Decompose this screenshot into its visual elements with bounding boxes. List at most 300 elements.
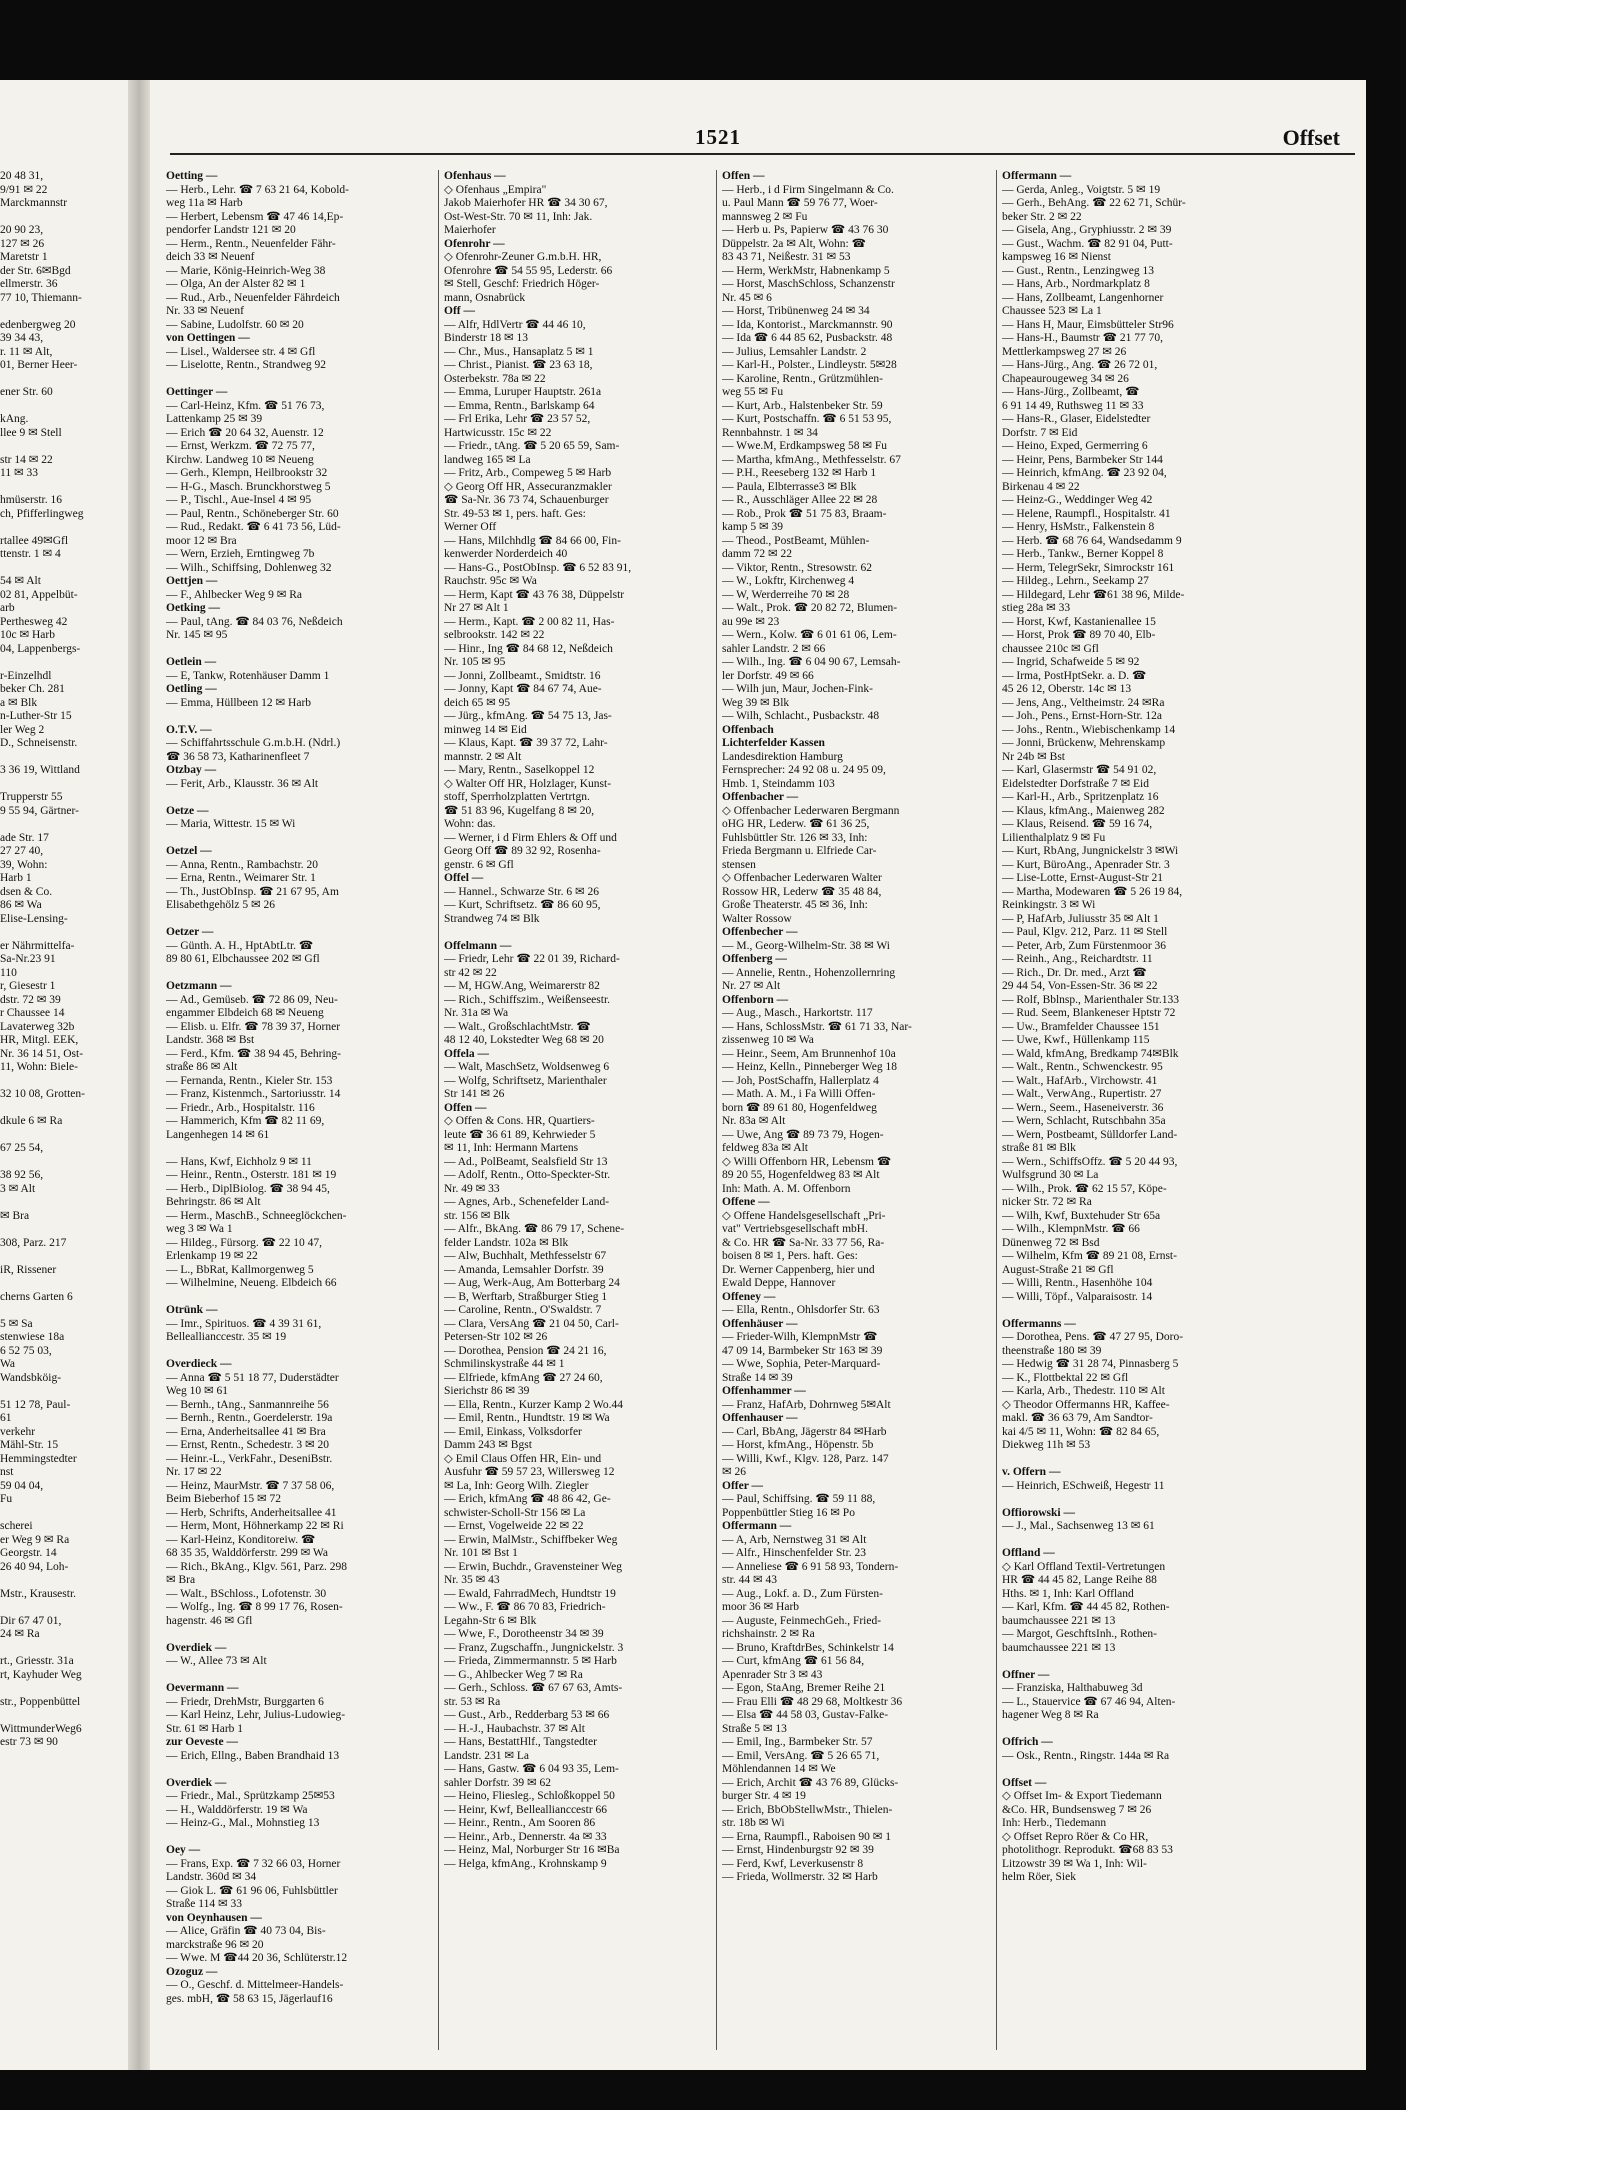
directory-line: — W., Allee 73 ✉ Alt bbox=[166, 1655, 267, 1667]
directory-line bbox=[166, 1669, 434, 1683]
directory-line: — Gust., Wachm. ☎ 82 91 04, Putt- bbox=[1002, 237, 1173, 250]
directory-line: ◇ Emil Claus Offen HR, Ein- und bbox=[444, 1452, 602, 1465]
directory-line: — Heinr.-L., VerkFahr., DeseniBstr. bbox=[166, 1452, 333, 1465]
directory-line: ◇ Ofenhaus „Empira" bbox=[444, 183, 547, 196]
directory-line: — Heino, Fliesleg., Schloßkoppel 50 bbox=[444, 1790, 615, 1802]
directory-line: — Walt., Prok. ☎ 20 82 72, Blumen- bbox=[722, 602, 898, 614]
directory-column-3 bbox=[722, 170, 992, 2060]
directory-line: ◇ Ofenrohr-Zeuner G.m.b.H. HR, bbox=[444, 251, 602, 263]
directory-line: — Frieda, Wollmerstr. 32 ✉ Harb bbox=[722, 1871, 878, 1883]
directory-line bbox=[0, 1075, 125, 1089]
directory-line: — Clara, VersAng ☎ 21 04 50, Carl- bbox=[444, 1317, 619, 1330]
directory-line: — Maria, Wittestr. 15 ✉ Wi bbox=[166, 818, 296, 830]
directory-line: 51 12 78, Paul- bbox=[0, 1398, 71, 1411]
directory-line: Offenberg — bbox=[722, 953, 787, 965]
directory-line: — Wilh, Schlacht., Pusbackstr. 48 bbox=[722, 710, 880, 722]
directory-line: — Schiffahrtsschule G.m.b.H. (Ndrl.) bbox=[166, 737, 341, 749]
directory-line: 11, Wohn: Biele- bbox=[0, 1061, 78, 1073]
directory-line: Str. 49-53 ✉ 1, pers. haft. Ges: bbox=[444, 507, 586, 520]
directory-line: — Heinr., Arb., Dennerstr. 4a ✉ 33 bbox=[444, 1830, 607, 1843]
directory-line bbox=[444, 926, 712, 940]
directory-line: — Wilhelmine, Neueng. Elbdeich 66 bbox=[166, 1277, 337, 1289]
directory-line: — Elisb. u. Elfr. ☎ 78 39 37, Horner bbox=[166, 1020, 341, 1033]
directory-line: — Mary, Rentn., Saselkoppel 12 bbox=[444, 764, 595, 776]
directory-line: Sa-Nr.23 91 bbox=[0, 953, 56, 965]
directory-line: Lichterfelder Kassen bbox=[722, 737, 825, 749]
directory-line: — Frau Elli ☎ 48 29 68, Moltkestr 36 bbox=[722, 1695, 903, 1708]
directory-line: Weg 10 ✉ 61 bbox=[166, 1385, 229, 1397]
directory-line: — Klaus, Kapt. ☎ 39 37 72, Lahr- bbox=[444, 737, 608, 749]
directory-line: — Heinrich, kfmAng. ☎ 23 92 04, bbox=[1002, 467, 1167, 479]
directory-line: — Karoline, Rentn., Grützmühlen- bbox=[722, 372, 883, 385]
directory-line: Ozoguz — bbox=[166, 1965, 218, 1978]
directory-line: baumchaussee 221 ✉ 13 bbox=[1002, 1614, 1116, 1627]
directory-line: kampsweg 16 ✉ Nienst bbox=[1002, 251, 1111, 263]
directory-line: 48 12 40, Lokstedter Weg 68 ✉ 20 bbox=[444, 1034, 604, 1046]
directory-line: — Horst, Kwf, Kastanienallee 15 bbox=[1002, 615, 1156, 628]
directory-line: Offenbecher — bbox=[722, 926, 798, 938]
directory-line: Oetzer — bbox=[166, 926, 214, 938]
directory-line: — Klaus, Reisend. ☎ 59 16 74, bbox=[1002, 818, 1153, 830]
directory-line: moor 12 ✉ Bra bbox=[166, 534, 237, 547]
directory-line: verkehr bbox=[0, 1425, 36, 1438]
directory-line: ◇ Offene Handelsgesellschaft „Pri- bbox=[722, 1209, 886, 1222]
directory-line: — Jürg., kfmAng. ☎ 54 75 13, Jas- bbox=[444, 710, 612, 722]
directory-line: richshainstr. 2 ✉ Ra bbox=[722, 1628, 815, 1640]
directory-line: — Ernst, Werkzm. ☎ 72 75 77, bbox=[166, 440, 315, 452]
directory-line: — Anneliese ☎ 6 91 58 93, Tondern- bbox=[722, 1560, 899, 1573]
directory-line: — Jonni, Brückenw, Mehrenskamp bbox=[1002, 737, 1166, 749]
directory-line: 24 ✉ Ra bbox=[0, 1628, 40, 1640]
directory-line: stieg 28a ✉ 33 bbox=[1002, 602, 1071, 614]
directory-line: Mettlerkampsweg 27 ✉ 26 bbox=[1002, 345, 1127, 358]
directory-line: — Werner, i d Firm Ehlers & Off und bbox=[444, 831, 617, 844]
directory-line: ✉ 26 bbox=[722, 1466, 747, 1478]
directory-line: Lilienthalplatz 9 ✉ Fu bbox=[1002, 831, 1106, 844]
directory-line: Offeney — bbox=[722, 1290, 776, 1303]
directory-line: — Alfr., BkAng. ☎ 86 79 17, Schene- bbox=[444, 1223, 625, 1235]
directory-line: Behringstr. 86 ✉ Alt bbox=[166, 1196, 261, 1208]
directory-line: — Franziska, Halthabuweg 3d bbox=[1002, 1682, 1143, 1694]
directory-line: Offen — bbox=[444, 1101, 487, 1114]
directory-line: — Olga, An der Alster 82 ✉ 1 bbox=[166, 278, 306, 290]
directory-line: Oetling — bbox=[166, 683, 217, 695]
directory-line: feldweg 83a ✉ Alt bbox=[722, 1142, 808, 1154]
directory-line: — Heinr., Seem, Am Brunnenhof 10a bbox=[722, 1047, 896, 1060]
directory-line: er Weg 9 ✉ Ra bbox=[0, 1533, 70, 1546]
directory-line: Nr. 33 ✉ Neuenf bbox=[166, 305, 244, 317]
directory-line: — Ella, Rentn., Kurzer Kamp 2 Wo.44 bbox=[444, 1398, 623, 1411]
directory-line: 20 90 23, bbox=[0, 224, 44, 236]
directory-line: — Adolf, Rentn., Otto-Speckter-Str. bbox=[444, 1169, 611, 1181]
directory-column-4 bbox=[1002, 170, 1292, 2060]
directory-line: u. Paul Mann ☎ 59 76 77, Woer- bbox=[722, 197, 878, 209]
directory-line: Overdiek — bbox=[166, 1776, 227, 1789]
directory-line: — Joh, PostSchaffn, Hallerplatz 4 bbox=[722, 1074, 879, 1087]
directory-line: stensen bbox=[722, 858, 756, 871]
directory-line: llee 9 ✉ Stell bbox=[0, 426, 62, 439]
directory-line: Offene — bbox=[722, 1196, 770, 1208]
directory-line: str., Poppenbüttel bbox=[0, 1695, 81, 1708]
directory-line: — Gust., Rentn., Lenzingweg 13 bbox=[1002, 264, 1155, 277]
directory-line: — Emil, Ing., Barmbeker Str. 57 bbox=[722, 1736, 873, 1748]
page-number: 1521 bbox=[695, 125, 741, 149]
directory-line: — Auguste, FeinmechGeh., Fried- bbox=[722, 1614, 882, 1627]
directory-line: Marckmannstr bbox=[0, 197, 68, 209]
directory-line: — Elfriede, kfmAng ☎ 27 24 60, bbox=[444, 1371, 603, 1384]
directory-line: — Elsa ☎ 44 58 03, Gustav-Falke- bbox=[722, 1709, 889, 1721]
directory-line: — Gerh., Klempn, Heilbrookstr 32 bbox=[166, 467, 328, 479]
directory-line: — Karl, Glasermstr ☎ 54 91 02, bbox=[1002, 764, 1157, 776]
directory-line: — Rud., Redakt. ☎ 6 41 73 56, Lüd- bbox=[166, 521, 341, 533]
directory-line: — Gisela, Ang., Gryphiusstr. 2 ✉ 39 bbox=[1002, 224, 1172, 236]
directory-line: — Margot, GeschftsInh., Rothen- bbox=[1002, 1628, 1158, 1640]
directory-line: — Martha, Modewaren ☎ 5 26 19 84, bbox=[1002, 885, 1183, 898]
directory-line: — Herb., i d Firm Singelmann & Co. bbox=[722, 183, 894, 196]
directory-line: — Ernst, Rentn., Schedestr. 3 ✉ 20 bbox=[166, 1439, 329, 1451]
directory-line: landweg 165 ✉ La bbox=[444, 453, 531, 466]
directory-line: — Hans, Milchhdlg ☎ 84 66 00, Fin- bbox=[444, 534, 621, 547]
directory-line: — Gerh., Schloss. ☎ 67 67 63, Amts- bbox=[444, 1682, 623, 1694]
directory-line: kenwerder Norderdeich 40 bbox=[444, 548, 568, 560]
directory-line: — Helene, Raumpfl., Hospitalstr. 41 bbox=[1002, 507, 1171, 520]
directory-line: — Uw., Bramfelder Chaussee 151 bbox=[1002, 1020, 1160, 1033]
directory-line: Offiorowski — bbox=[1002, 1506, 1075, 1519]
directory-line: — Alice, Gräfin ☎ 40 73 04, Bis- bbox=[166, 1925, 326, 1937]
directory-line: Maierhofer bbox=[444, 224, 496, 236]
directory-line: 38 92 56, bbox=[0, 1169, 44, 1181]
directory-line: scherei bbox=[0, 1520, 33, 1532]
directory-line: weg 11a ✉ Harb bbox=[166, 197, 243, 209]
directory-line: — Wwe, F., Dorotheenstr 34 ✉ 39 bbox=[444, 1628, 604, 1640]
directory-line: Offenbacher — bbox=[722, 791, 799, 803]
directory-line: Oevermann — bbox=[166, 1682, 239, 1694]
directory-line: — Erich, BbObStellwMstr., Thielen- bbox=[722, 1803, 893, 1816]
directory-line: rt, Kayhuder Weg bbox=[0, 1668, 82, 1681]
directory-line: — Christ., Pianist. ☎ 23 63 18, bbox=[444, 359, 593, 371]
directory-line: — Franz, Zugschaffn., Jungnickelstr. 3 bbox=[444, 1641, 624, 1654]
directory-line: — Hildeg., Fürsorg. ☎ 22 10 47, bbox=[166, 1236, 322, 1249]
directory-line: Perthesweg 42 bbox=[0, 615, 68, 628]
directory-line: vat" Vertriebsgesellschaft mbH. bbox=[722, 1223, 868, 1235]
directory-line: Große Theaterstr. 45 ✉ 36, Inh: bbox=[722, 899, 868, 911]
directory-line: ☎ 51 83 96, Kugelfang 8 ✉ 20, bbox=[444, 804, 595, 817]
directory-line: — Wilh., Ing. ☎ 6 04 90 67, Lemsah- bbox=[722, 656, 901, 668]
directory-line: — Paul, Klgv. 212, Parz. 11 ✉ Stell bbox=[1002, 926, 1168, 938]
directory-line: n-Luther-Str 15 bbox=[0, 710, 72, 722]
directory-line: Landstr. 231 ✉ La bbox=[444, 1749, 530, 1762]
scan-border-right bbox=[1366, 0, 1406, 2070]
directory-line: baumchaussee 221 ✉ 13 bbox=[1002, 1641, 1116, 1654]
directory-line: stoff, Sperrholzplatten Vertrtgn. bbox=[444, 791, 590, 803]
directory-line: Dir 67 47 01, bbox=[0, 1614, 62, 1627]
directory-line: cherns Garten 6 bbox=[0, 1290, 73, 1303]
directory-line: — Wolfg, Schriftsetz, Marienthaler bbox=[444, 1074, 607, 1087]
directory-line: Ewald Deppe, Hannover bbox=[722, 1277, 836, 1289]
directory-line: — Dorothea, Pens. ☎ 47 27 95, Doro- bbox=[1002, 1331, 1184, 1343]
directory-line: — Osk., Rentn., Ringstr. 144a ✉ Ra bbox=[1002, 1749, 1170, 1762]
directory-line: — Herb., DiplBiolog. ☎ 38 94 45, bbox=[166, 1182, 330, 1195]
directory-line: — Hans-H., Baumstr ☎ 21 77 70, bbox=[1002, 332, 1163, 344]
directory-line: — Emil, Einkass, Volksdorfer bbox=[444, 1425, 582, 1438]
directory-line: Düppelstr. 2a ✉ Alt, Wohn: ☎ bbox=[722, 237, 866, 250]
directory-line: nst bbox=[0, 1466, 14, 1478]
directory-line: — Erwin, MalMstr., Schiffbeker Weg bbox=[444, 1533, 618, 1546]
page-header bbox=[150, 125, 1350, 165]
directory-line bbox=[0, 562, 125, 576]
directory-line: — Helga, kfmAng., Krohnskamp 9 bbox=[444, 1857, 607, 1870]
directory-line: — Bernh., tAng., Sanmannreihe 56 bbox=[166, 1398, 329, 1411]
directory-line: — Herm, WerkMstr, Habnenkamp 5 bbox=[722, 264, 890, 277]
directory-line: &Co. HR, Bundsensweg 7 ✉ 26 bbox=[1002, 1803, 1152, 1816]
directory-line: — Erna, Anderheitsallee 41 ✉ Bra bbox=[166, 1425, 326, 1438]
directory-line: iR, Rissener bbox=[0, 1263, 57, 1276]
directory-line: — Karl-Heinz, Konditoreiw. ☎ bbox=[166, 1533, 316, 1546]
directory-line: — Wilh, Kwf, Buxtehuder Str 65a bbox=[1002, 1209, 1161, 1222]
directory-line: ttenstr. 1 ✉ 4 bbox=[0, 548, 61, 560]
directory-line: — Kurt, RbAng, Jungnickelstr 3 ✉Wi bbox=[1002, 845, 1179, 857]
directory-line: — Liselotte, Rentn., Strandweg 92 bbox=[166, 359, 327, 371]
directory-line: ☎ 36 58 73, Katharinenfleet 7 bbox=[166, 750, 310, 763]
directory-line: — Wilh jun, Maur, Jochen-Fink- bbox=[722, 683, 873, 695]
directory-line: — Alfr, HdlVertr ☎ 44 46 10, bbox=[444, 318, 586, 331]
directory-line bbox=[0, 1129, 125, 1143]
directory-line: 39, Wohn: bbox=[0, 858, 48, 871]
directory-line: Nr. 27 ✉ Alt bbox=[722, 980, 781, 992]
directory-line: felder Landstr. 102a ✉ Blk bbox=[444, 1236, 569, 1249]
directory-line: Rossow HR, Lederw ☎ 35 48 84, bbox=[722, 885, 882, 898]
directory-line bbox=[0, 751, 125, 765]
directory-line: — P, HafArb, Juliusstr 35 ✉ Alt 1 bbox=[1002, 912, 1159, 925]
directory-line: Weg 39 ✉ Blk bbox=[722, 696, 790, 709]
directory-line: — Heinr., Rentn., Am Sooren 86 bbox=[444, 1817, 596, 1829]
directory-line: ◇ Offen & Cons. HR, Quartiers- bbox=[444, 1115, 595, 1127]
directory-line: Binderstr 18 ✉ 13 bbox=[444, 332, 529, 344]
directory-line bbox=[166, 1831, 434, 1845]
directory-line: genstr. 6 ✉ Gfl bbox=[444, 858, 514, 871]
directory-line bbox=[166, 710, 434, 724]
directory-line: burger Str. 4 ✉ 19 bbox=[722, 1790, 806, 1802]
directory-line: Oettinger — bbox=[166, 386, 228, 398]
directory-line: 01, Berner Heer- bbox=[0, 359, 78, 371]
directory-line: Dünenweg 72 ✉ Bsd bbox=[1002, 1236, 1100, 1249]
directory-line: — Heinz, Mal, Norburger Str 16 ✉Ba bbox=[444, 1844, 620, 1856]
directory-line bbox=[166, 1142, 434, 1156]
directory-line: — Friedr, DrehMstr, Burggarten 6 bbox=[166, 1695, 324, 1708]
directory-line bbox=[0, 1196, 125, 1210]
directory-line: schwister-Scholl-Str 156 ✉ La bbox=[444, 1506, 586, 1519]
directory-line: — Hannel., Schwarze Str. 6 ✉ 26 bbox=[444, 885, 599, 898]
directory-line bbox=[0, 818, 125, 832]
directory-line: — Heinz-G., Weddinger Weg 42 bbox=[1002, 494, 1153, 506]
directory-line: Wa bbox=[0, 1358, 16, 1370]
directory-line: Hemmingstedter bbox=[0, 1452, 77, 1465]
directory-line: — Klaus, kfmAng., Maienweg 282 bbox=[1002, 804, 1165, 817]
directory-line bbox=[0, 1304, 125, 1318]
directory-page bbox=[0, 80, 1366, 2070]
directory-line: — Kurt, BüroAng., Apenrader Str. 3 bbox=[1002, 858, 1170, 871]
directory-line: — Wilhelm, Kfm ☎ 89 21 08, Ernst- bbox=[1002, 1250, 1177, 1262]
directory-line: Wandsbköig- bbox=[0, 1371, 62, 1384]
directory-line bbox=[1002, 1655, 1292, 1669]
directory-line: — Ida, Kontorist., Marckmannstr. 90 bbox=[722, 318, 893, 331]
directory-line: a ✉ Blk bbox=[0, 696, 38, 709]
directory-line: Jakob Maierhofer HR ☎ 34 30 67, bbox=[444, 197, 608, 209]
directory-line: Mähl-Str. 15 bbox=[0, 1439, 59, 1451]
directory-line: — Herb, Schrifts, Anderheitsallee 41 bbox=[166, 1506, 337, 1519]
directory-line: Oettjen — bbox=[166, 575, 218, 587]
directory-line bbox=[0, 1250, 125, 1264]
directory-line: — Th., JustObInsp. ☎ 21 67 95, Am bbox=[166, 885, 339, 898]
directory-line: Elise-Lensing- bbox=[0, 912, 68, 925]
directory-line: & Co. HR ☎ Sa-Nr. 33 77 56, Ra- bbox=[722, 1236, 885, 1249]
directory-line: — Hinr., Ing ☎ 84 68 12, Neßdeich bbox=[444, 642, 613, 655]
directory-line: Inh: Math. A. M. Offenborn bbox=[722, 1182, 851, 1195]
directory-line: Chaussee 523 ✉ La 1 bbox=[1002, 305, 1102, 317]
directory-line: Str. 61 ✉ Harb 1 bbox=[166, 1722, 244, 1735]
directory-line: — Willi, Rentn., Hasenhöhe 104 bbox=[1002, 1277, 1153, 1289]
directory-line: — Hans-Jürg., Ang. ☎ 26 72 01, bbox=[1002, 359, 1158, 371]
directory-line: — Herb u. Ps, Papierw ☎ 43 76 30 bbox=[722, 224, 889, 236]
directory-line bbox=[166, 1763, 434, 1777]
directory-line: 61 bbox=[0, 1412, 12, 1424]
directory-line: 308, Parz. 217 bbox=[0, 1236, 67, 1249]
directory-line: Hartwicusstr. 15c ✉ 22 bbox=[444, 426, 552, 439]
header-rule bbox=[170, 153, 1355, 155]
directory-line: — Karl, Kfm. ☎ 44 45 82, Rothen- bbox=[1002, 1601, 1170, 1613]
directory-line: — Ferd, Kwf, Leverkusenstr 8 bbox=[722, 1857, 864, 1870]
directory-line: — Aug, Werk-Aug, Am Botterbarg 24 bbox=[444, 1277, 620, 1289]
directory-line: rt., Griesstr. 31a bbox=[0, 1655, 74, 1667]
directory-line: ◇ Walter Off HR, Holzlager, Kunst- bbox=[444, 777, 612, 790]
directory-line: — Herm, TelegrSekr, Simrockstr 161 bbox=[1002, 561, 1175, 574]
directory-line: ◇ Willi Offenborn HR, Lebensm ☎ bbox=[722, 1155, 892, 1168]
directory-line: — Friedr, Lehr ☎ 22 01 39, Richard- bbox=[444, 953, 620, 965]
directory-line: 27 27 40, bbox=[0, 845, 44, 857]
directory-line: kai 4/5 ✉ 11, Wohn: ☎ 82 84 65, bbox=[1002, 1425, 1160, 1438]
directory-line: — Heinz, Kelln., Pinneberger Weg 18 bbox=[722, 1061, 897, 1073]
directory-line: Hmb. 1, Steindamm 103 bbox=[722, 777, 835, 790]
directory-line: — Heinr, Kwf, Belleallianccestr 66 bbox=[444, 1803, 608, 1816]
directory-line: — Peter, Arb, Zum Fürstenmoor 36 bbox=[1002, 939, 1167, 952]
directory-line: ✉ La, Inh: Georg Wilh. Ziegler bbox=[444, 1479, 589, 1492]
directory-line: 02 81, Appelbüt- bbox=[0, 588, 78, 601]
directory-line: Rennbahnstr. 1 ✉ 34 bbox=[722, 426, 818, 439]
directory-line bbox=[0, 778, 125, 792]
directory-line: Damm 243 ✉ Bgst bbox=[444, 1439, 532, 1451]
directory-line: Offner — bbox=[1002, 1668, 1050, 1681]
directory-line: Straße 14 ✉ 39 bbox=[722, 1371, 793, 1384]
directory-line: — Walt., BSchloss., Lofotenstr. 30 bbox=[166, 1587, 327, 1600]
directory-line: 89 80 61, Elbchaussee 202 ✉ Gfl bbox=[166, 953, 320, 965]
directory-line: Dorfstr. 7 ✉ Eid bbox=[1002, 426, 1078, 439]
directory-line: — Willi, Töpf., Valparaisostr. 14 bbox=[1002, 1290, 1153, 1303]
column-divider bbox=[716, 170, 717, 2050]
directory-line: — Heinrich, ESchweiß, Hegestr 11 bbox=[1002, 1479, 1165, 1492]
directory-line: — Hans, Kwf, Eichholz 9 ✉ 11 bbox=[166, 1155, 312, 1168]
directory-line: Offenhammer — bbox=[722, 1385, 806, 1397]
directory-line: Offset — bbox=[1002, 1776, 1047, 1789]
directory-line: Nr. 36 14 51, Ost- bbox=[0, 1047, 84, 1060]
directory-line: 47 09 14, Barmbeker Str 163 ✉ 39 bbox=[722, 1344, 883, 1357]
directory-line: edenbergweg 20 bbox=[0, 318, 76, 331]
directory-line: — Herbert, Lebensm ☎ 47 46 14,Ep- bbox=[166, 210, 344, 223]
directory-line: 20 48 31, bbox=[0, 170, 44, 182]
directory-line: — B, Werftarb, Straßburger Stieg 1 bbox=[444, 1290, 608, 1303]
directory-line: — O., Geschf. d. Mittelmeer-Handels- bbox=[166, 1979, 344, 1991]
directory-line: Wohn: das. bbox=[444, 818, 496, 830]
directory-line: Inh: Herb., Tiedemann bbox=[1002, 1817, 1107, 1829]
directory-line: — Marie, König-Heinrich-Weg 38 bbox=[166, 264, 326, 277]
directory-line: pendorfer Landstr 121 ✉ 20 bbox=[166, 224, 296, 236]
directory-line: — Hedwig ☎ 31 28 74, Pinnasberg 5 bbox=[1002, 1358, 1179, 1370]
directory-line: — A, Arb, Nernstweg 31 ✉ Alt bbox=[722, 1533, 867, 1546]
directory-line: — Irma, PostHptSekr. a. D. ☎ bbox=[1002, 669, 1147, 682]
directory-line: — Gerda, Anleg., Voigtstr. 5 ✉ 19 bbox=[1002, 183, 1161, 196]
directory-line: — M., Georg-Wilhelm-Str. 38 ✉ Wi bbox=[722, 939, 890, 952]
directory-line: — Herm., MaschB., Schneeglöckchen- bbox=[166, 1209, 347, 1222]
directory-line: — Emma, Rentn., Barlskamp 64 bbox=[444, 399, 595, 412]
directory-line: Petersen-Str 102 ✉ 26 bbox=[444, 1331, 548, 1343]
directory-line: Legahn-Str 6 ✉ Blk bbox=[444, 1614, 537, 1627]
directory-line: straße 86 ✉ Alt bbox=[166, 1061, 238, 1073]
directory-line: arb bbox=[0, 602, 15, 614]
directory-line bbox=[166, 1291, 434, 1305]
directory-line: kAng. bbox=[0, 413, 29, 425]
directory-line: ☎ Sa-Nr. 36 73 74, Schauenburger bbox=[444, 494, 609, 506]
directory-line: Poppenbüttler Stieg 16 ✉ Po bbox=[722, 1506, 855, 1519]
directory-line: engammer Elbdeich 68 ✉ Neueng bbox=[166, 1007, 324, 1019]
directory-line: der Str. 6✉Bgd bbox=[0, 264, 71, 277]
directory-line: — Erwin, Buchdr., Gravensteiner Weg bbox=[444, 1560, 623, 1573]
scan-border-bottom bbox=[0, 2070, 1406, 2110]
directory-line bbox=[0, 373, 125, 387]
directory-line: dstr. 72 ✉ 39 bbox=[0, 993, 61, 1006]
directory-line: Offel — bbox=[444, 872, 484, 884]
directory-line: — Wilh., Prok. ☎ 62 15 57, Köpe- bbox=[1002, 1182, 1167, 1195]
directory-line: — Hans-R., Glaser, Eidelstedter bbox=[1002, 413, 1151, 425]
directory-line: Georg Off ☎ 89 32 92, Rosenha- bbox=[444, 845, 601, 857]
directory-line: Overdiek — bbox=[166, 1641, 227, 1654]
directory-line: — Wern., Seem., Haseneiverstr. 36 bbox=[1002, 1101, 1164, 1114]
directory-line: Oey — bbox=[166, 1844, 201, 1856]
directory-line bbox=[166, 832, 434, 846]
directory-line: — Hildeg., Lehrn., Seekamp 27 bbox=[1002, 575, 1149, 587]
directory-line: Oetlein — bbox=[166, 656, 217, 668]
directory-line: Straße 5 ✉ 13 bbox=[722, 1722, 787, 1735]
directory-line: Ausfuhr ☎ 59 57 23, Willersweg 12 bbox=[444, 1466, 615, 1478]
directory-line: — L., Stauervice ☎ 67 46 94, Alten- bbox=[1002, 1695, 1176, 1708]
directory-line: 127 ✉ 26 bbox=[0, 237, 45, 250]
directory-line: — Paul, tAng. ☎ 84 03 76, Neßdeich bbox=[166, 615, 343, 628]
directory-line: — Dorothea, Pension ☎ 24 21 16, bbox=[444, 1344, 607, 1357]
directory-column-2 bbox=[444, 170, 712, 2060]
directory-line: mannsweg 2 ✉ Fu bbox=[722, 210, 808, 223]
directory-line: selbrookstr. 142 ✉ 22 bbox=[444, 629, 545, 641]
directory-line: — Uwe, Kwf., Hüllenkamp 115 bbox=[1002, 1034, 1150, 1046]
directory-line: Ost-West-Str. 70 ✉ 11, Inh: Jak. bbox=[444, 210, 593, 223]
directory-line: — Franz, HafArb, Dohrnweg 5✉Alt bbox=[722, 1398, 891, 1411]
directory-line: Nr. 31a ✉ Wa bbox=[444, 1007, 509, 1019]
directory-line: — Wern., Kolw. ☎ 6 01 61 06, Lem- bbox=[722, 629, 897, 641]
directory-line: — Frans, Exp. ☎ 7 32 66 03, Horner bbox=[166, 1857, 341, 1870]
directory-line: Nr. 101 ✉ Bst 1 bbox=[444, 1547, 518, 1559]
directory-line: 10c ✉ Harb bbox=[0, 629, 55, 641]
directory-line bbox=[0, 1385, 125, 1399]
directory-line: Fu bbox=[0, 1493, 13, 1505]
directory-line: — Wern, Postbeamt, Sülldorfer Land- bbox=[1002, 1128, 1178, 1141]
directory-line: sahler Landstr. 2 ✉ 66 bbox=[722, 642, 826, 655]
